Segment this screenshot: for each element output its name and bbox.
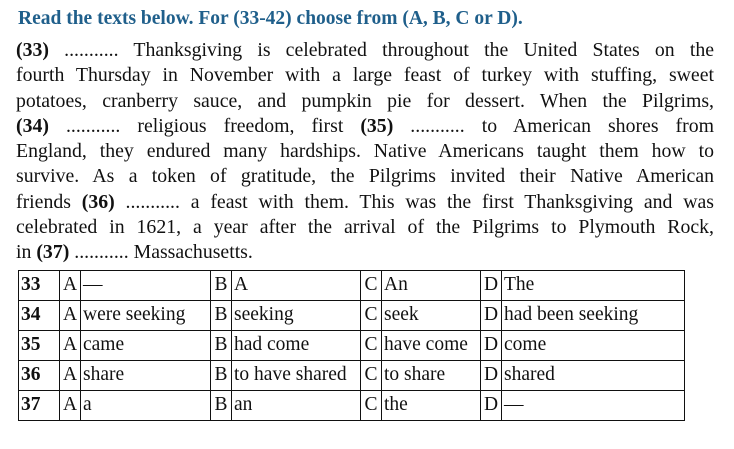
option-a-answer[interactable]: — xyxy=(81,270,211,300)
gap-37-blank: ........... xyxy=(69,241,134,264)
option-d-answer[interactable]: — xyxy=(502,390,685,420)
passage-text: friends xyxy=(16,190,82,213)
question-number: 34 xyxy=(19,300,60,330)
question-number: 37 xyxy=(19,390,60,420)
passage-line-6: survive. As a token of gratitude, the Pilgrims invited their Native American xyxy=(16,165,714,188)
question-number: 33 xyxy=(19,270,60,300)
passage-line-2: fourth Thursday in November with a large feast of turkey with stuffing, sweet xyxy=(16,64,714,87)
gap-33-blank: ........... xyxy=(48,39,134,61)
gap-34-marker: (34) xyxy=(16,114,49,137)
question-row-37 xyxy=(19,390,685,420)
option-letter-a: A xyxy=(60,360,81,390)
question-number: 36 xyxy=(19,360,60,390)
option-letter-b: B xyxy=(211,270,232,300)
gap-34-blank: ........... xyxy=(48,114,138,137)
question-row-36 xyxy=(19,360,685,390)
passage-line-4 xyxy=(16,114,714,139)
gap-35-blank: ........... xyxy=(393,114,482,137)
option-a-answer[interactable]: a xyxy=(81,390,211,420)
option-c-answer[interactable]: seek xyxy=(382,300,481,330)
option-b-answer[interactable]: had come xyxy=(232,330,361,360)
option-a-answer[interactable]: came xyxy=(81,330,211,360)
option-letter-a: A xyxy=(60,390,81,420)
answer-options-table xyxy=(18,270,685,421)
passage-text: religious freedom, first xyxy=(137,114,361,137)
option-d-answer[interactable]: had been seeking xyxy=(502,300,685,330)
passage-line-5: England, they endured many hardships. Native Americans taught them how to xyxy=(16,140,714,163)
passage-text: a feast with them. This was the first Thanksgiving and was xyxy=(190,190,714,213)
option-letter-b: B xyxy=(211,300,232,330)
gap-33-marker: (33) xyxy=(16,39,49,61)
passage-text: Thanksgiving is celebrated throughout the United States on the xyxy=(133,39,714,61)
option-b-answer[interactable]: seeking xyxy=(232,300,361,330)
option-letter-a: A xyxy=(60,330,81,360)
option-letter-b: B xyxy=(211,330,232,360)
option-b-answer[interactable]: an xyxy=(232,390,361,420)
option-c-answer[interactable]: have come xyxy=(382,330,481,360)
option-letter-a: A xyxy=(60,300,81,330)
question-number: 35 xyxy=(19,330,60,360)
option-b-answer[interactable]: to have shared xyxy=(232,360,361,390)
passage-line-7 xyxy=(16,190,714,215)
instructions-heading: Read the texts below. For (33-42) choose from (A, B, C or D). xyxy=(18,8,523,29)
reading-passage xyxy=(16,38,714,266)
option-c-answer[interactable]: An xyxy=(382,270,481,300)
option-letter-c: C xyxy=(361,360,382,390)
option-d-answer[interactable]: shared xyxy=(502,360,685,390)
passage-line-3: potatoes, cranberry sauce, and pumpkin pie for dessert. When the Pilgrims, xyxy=(16,89,714,112)
gap-36-blank: ........... xyxy=(114,190,191,213)
option-letter-b: B xyxy=(211,390,232,420)
passage-text: Massachusetts. xyxy=(133,241,253,264)
option-letter-d: D xyxy=(481,300,502,330)
option-letter-a: A xyxy=(60,270,81,300)
gap-35-marker: (35) xyxy=(360,114,394,137)
option-d-answer[interactable]: come xyxy=(502,330,685,360)
option-letter-d: D xyxy=(481,390,502,420)
option-letter-c: C xyxy=(361,300,382,330)
option-letter-b: B xyxy=(211,360,232,390)
question-row-33 xyxy=(19,270,685,300)
gap-36-marker: (36) xyxy=(81,190,115,213)
question-row-35 xyxy=(19,330,685,360)
question-row-34 xyxy=(19,300,685,330)
passage-text: to American shores from xyxy=(481,114,714,137)
option-d-answer[interactable]: The xyxy=(502,270,685,300)
option-a-answer[interactable]: were seeking xyxy=(81,300,211,330)
option-letter-c: C xyxy=(361,330,382,360)
gap-37-marker: (37) xyxy=(36,241,70,264)
option-letter-c: C xyxy=(361,270,382,300)
option-c-answer[interactable]: to share xyxy=(382,360,481,390)
option-c-answer[interactable]: the xyxy=(382,390,481,420)
option-a-answer[interactable]: share xyxy=(81,360,211,390)
passage-line-1 xyxy=(16,38,714,63)
option-letter-d: D xyxy=(481,360,502,390)
passage-line-9 xyxy=(16,240,714,265)
passage-line-8: celebrated in 1621, a year after the arrival of the Pilgrims to Plymouth Rock, xyxy=(16,216,714,239)
option-letter-c: C xyxy=(361,390,382,420)
option-letter-d: D xyxy=(481,270,502,300)
passage-text: in xyxy=(16,241,37,264)
option-b-answer[interactable]: A xyxy=(232,270,361,300)
option-letter-d: D xyxy=(481,330,502,360)
